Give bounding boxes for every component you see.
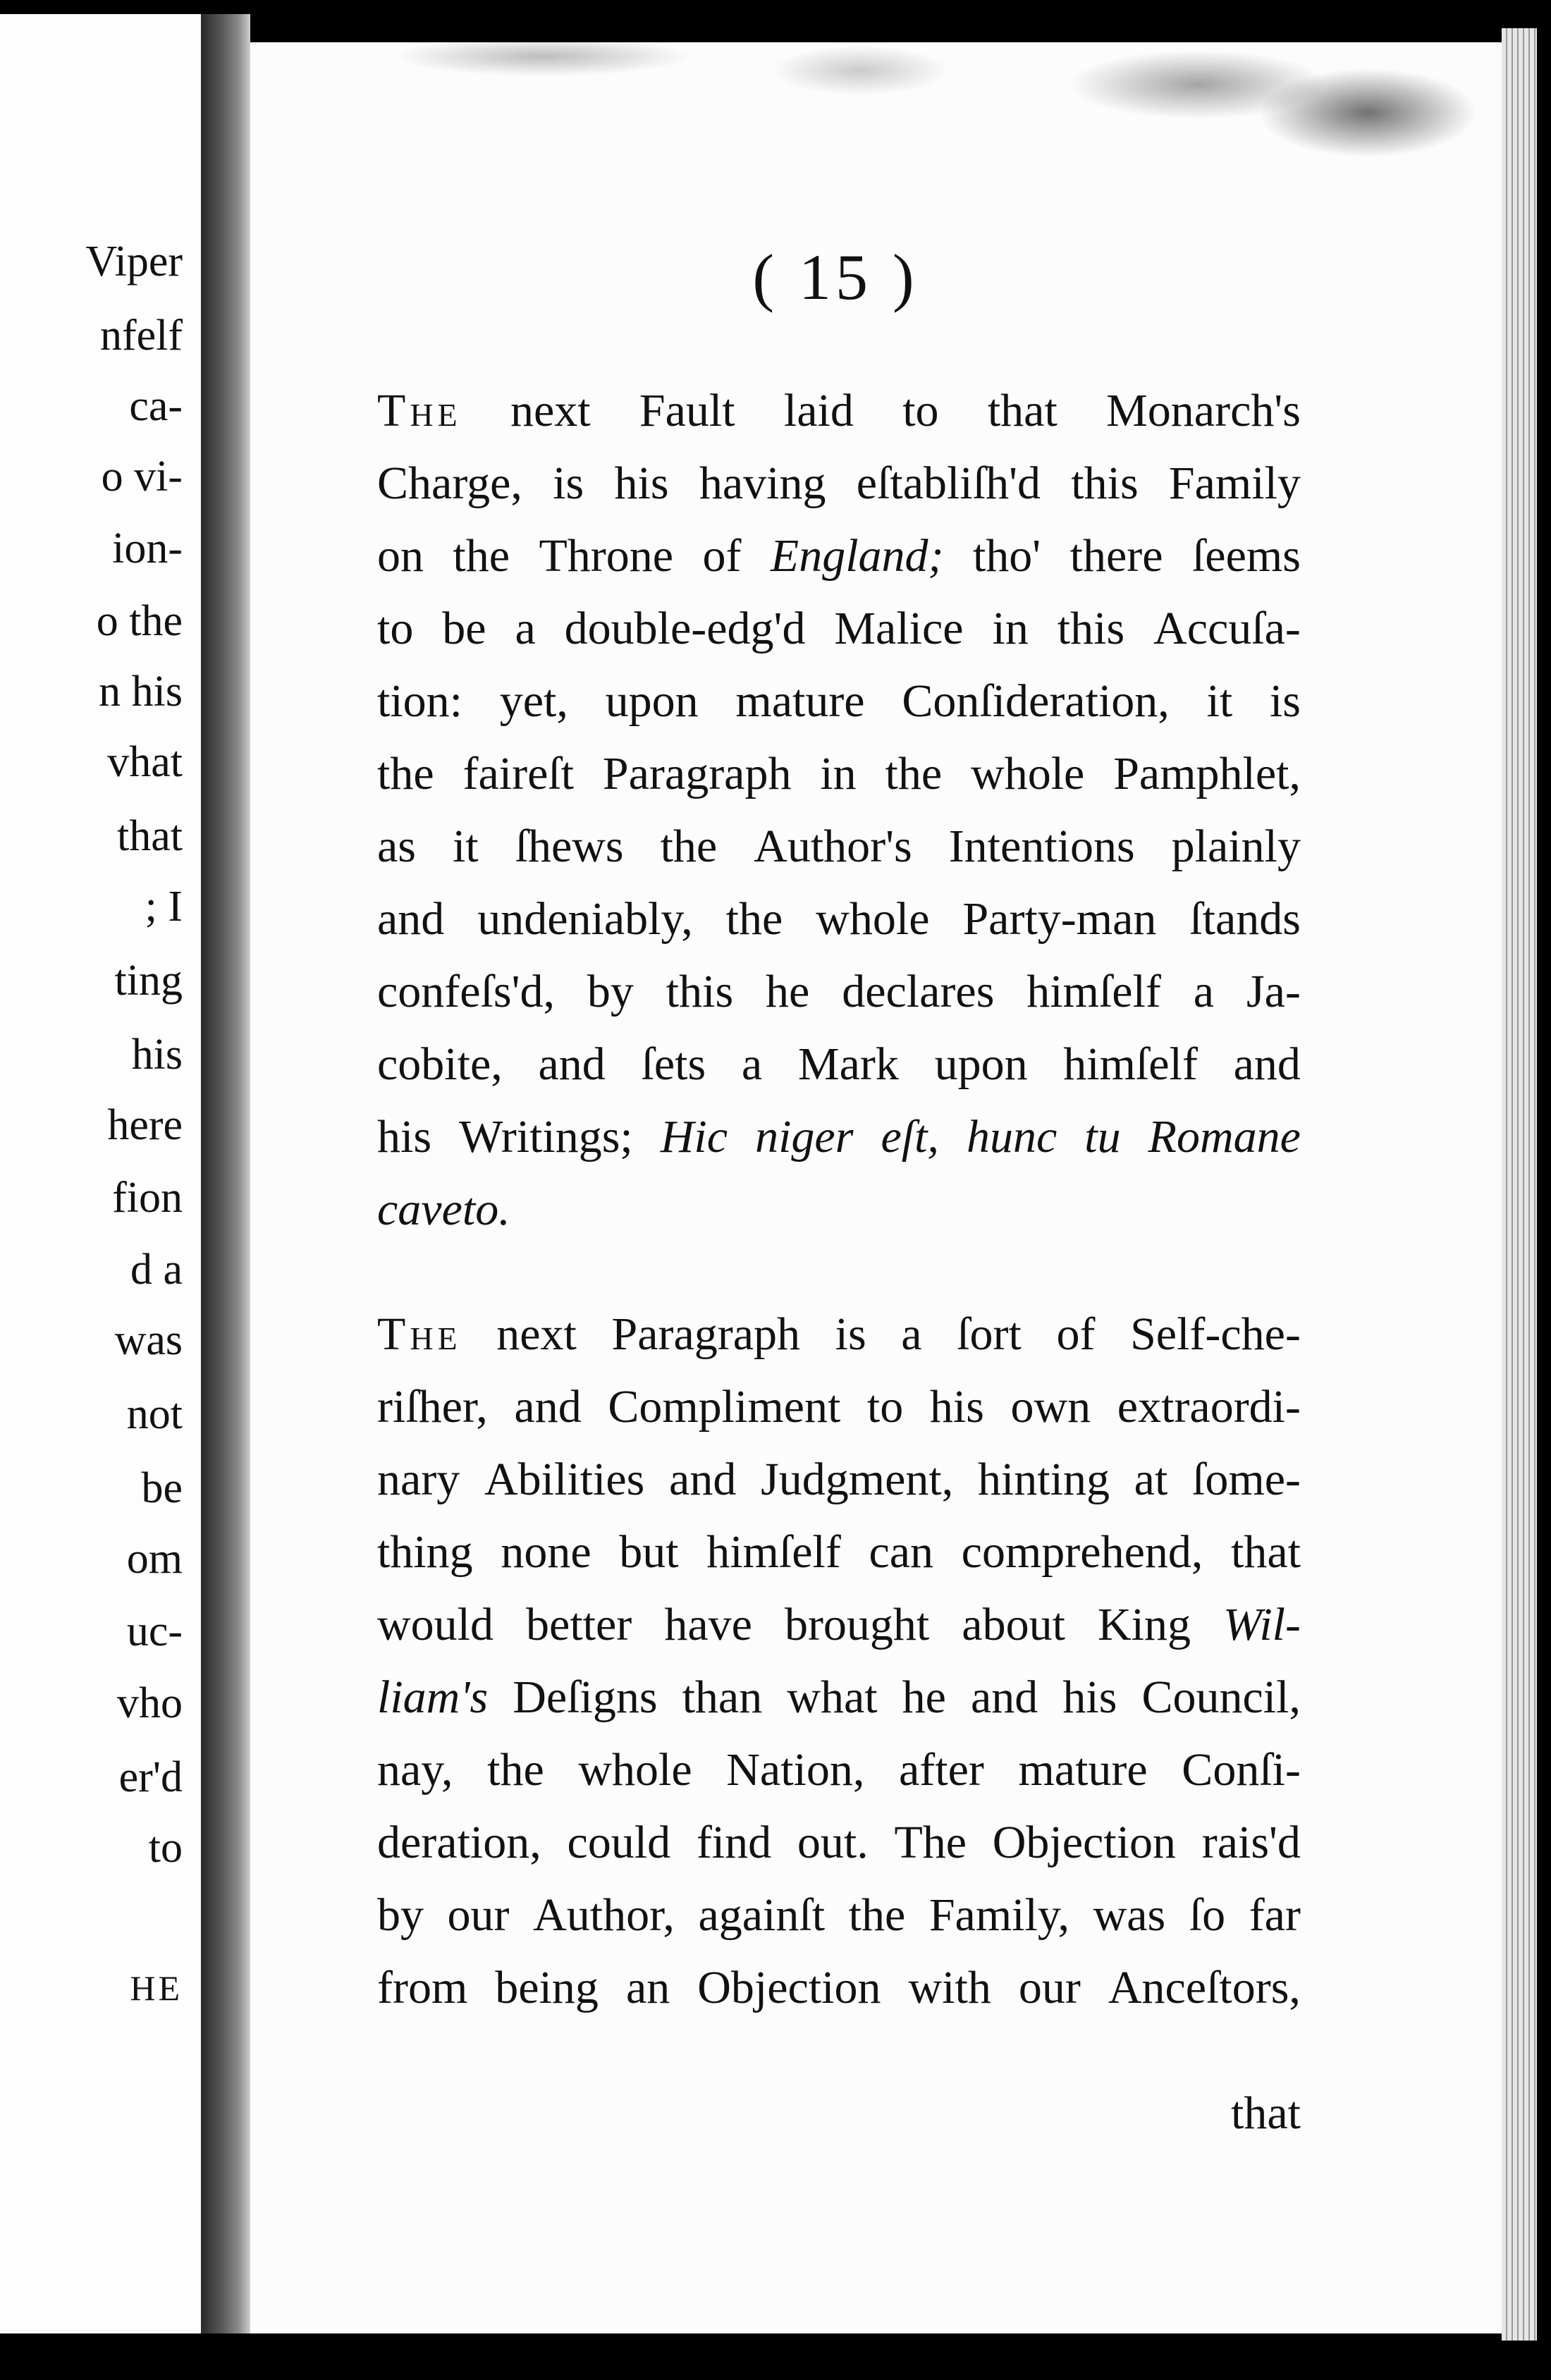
text-line: liam's Deſigns than what he and his Council, (377, 1671, 1301, 1723)
text-line: Charge, is his having eſtabliſh'd this Family (377, 458, 1301, 509)
facing-page-line-end: o vi- (101, 453, 183, 501)
text-line: The next Paragraph is a ſort of Self-che- (377, 1308, 1301, 1360)
text-line: deration, could find out. The Objection rais'd (377, 1817, 1301, 1868)
text-line: as it ſhews the Author's Intentions plainly (377, 821, 1301, 872)
facing-page-line-end: vho (117, 1679, 183, 1727)
catchword: that (1231, 2087, 1301, 2139)
text-line: from being an Objection with our Anceſtors, (377, 1962, 1301, 2013)
foxing-stain (296, 28, 1502, 176)
facing-page-line-end: er'd (118, 1753, 183, 1801)
text-line: nay, the whole Nation, after mature Conſi- (377, 1744, 1301, 1796)
facing-page-line-end: vhat (107, 738, 183, 786)
text-line: would better have brought about King Wil- (377, 1599, 1301, 1650)
facing-page-line-end: fion (112, 1174, 183, 1222)
facing-page-line-end: om (126, 1535, 183, 1583)
text-line: riſher, and Compliment to his own extraordi- (377, 1381, 1301, 1433)
facing-page-line-end: here (107, 1101, 183, 1149)
text-line: The next Fault laid to that Monarch's (377, 385, 1301, 436)
facing-page-line-end: o the (96, 597, 183, 645)
facing-page-line-end: his (131, 1031, 183, 1079)
paragraph-1 (377, 384, 1301, 1256)
page-number: ( 15 ) (752, 241, 919, 313)
facing-page-fragment (0, 14, 201, 2333)
text-line: and undeniably, the whole Party-man ſtands (377, 893, 1301, 945)
text-line: caveto. (377, 1184, 510, 1235)
facing-page-line-end: be (141, 1464, 183, 1512)
facing-page-line-end: not (126, 1390, 183, 1438)
paragraph-2 (377, 1308, 1301, 2034)
text-line: cobite, and ſets a Mark upon himſelf and (377, 1038, 1301, 1090)
facing-page-line-end: d a (130, 1246, 183, 1294)
facing-page-line-end: ting (114, 957, 183, 1005)
facing-page-line-end: that (117, 812, 183, 860)
facing-page-line-end: ion- (112, 525, 183, 572)
facing-page-line-end: was (114, 1316, 183, 1364)
text-line: on the Throne of England; tho' there ſeems (377, 530, 1301, 582)
facing-page-line-end: ; I (145, 883, 183, 931)
text-line: the faireſt Paragraph in the whole Pamphlet, (377, 748, 1301, 799)
facing-page-line-end: HE (130, 1968, 183, 2008)
text-line: his Writings; Hic niger eſt, hunc tu Romane (377, 1111, 1301, 1163)
text-line: thing none but himſelf can comprehend, that (377, 1526, 1301, 1578)
facing-page-line-end: n his (99, 668, 183, 716)
catchword-row (377, 2087, 1301, 2159)
text-line: nary Abilities and Judgment, hinting at ſome- (377, 1454, 1301, 1505)
book-gutter (201, 14, 250, 2333)
facing-page-line-end: nfelf (99, 312, 183, 360)
facing-page-line-end: uc- (126, 1607, 183, 1655)
page-edge (1502, 28, 1537, 2341)
facing-page-line-end: ca- (129, 382, 183, 430)
text-line: to be a double-edg'd Malice in this Accuſa- (377, 603, 1301, 654)
text-line: confeſs'd, by this he declares himſelf a Ja- (377, 966, 1301, 1017)
text-line: by our Author, againſt the Family, was ſo far (377, 1889, 1301, 1941)
text-line: tion: yet, upon mature Conſideration, it is (377, 675, 1301, 727)
facing-page-line-end: to (148, 1824, 183, 1872)
facing-page-line-end: Viper (85, 238, 183, 286)
